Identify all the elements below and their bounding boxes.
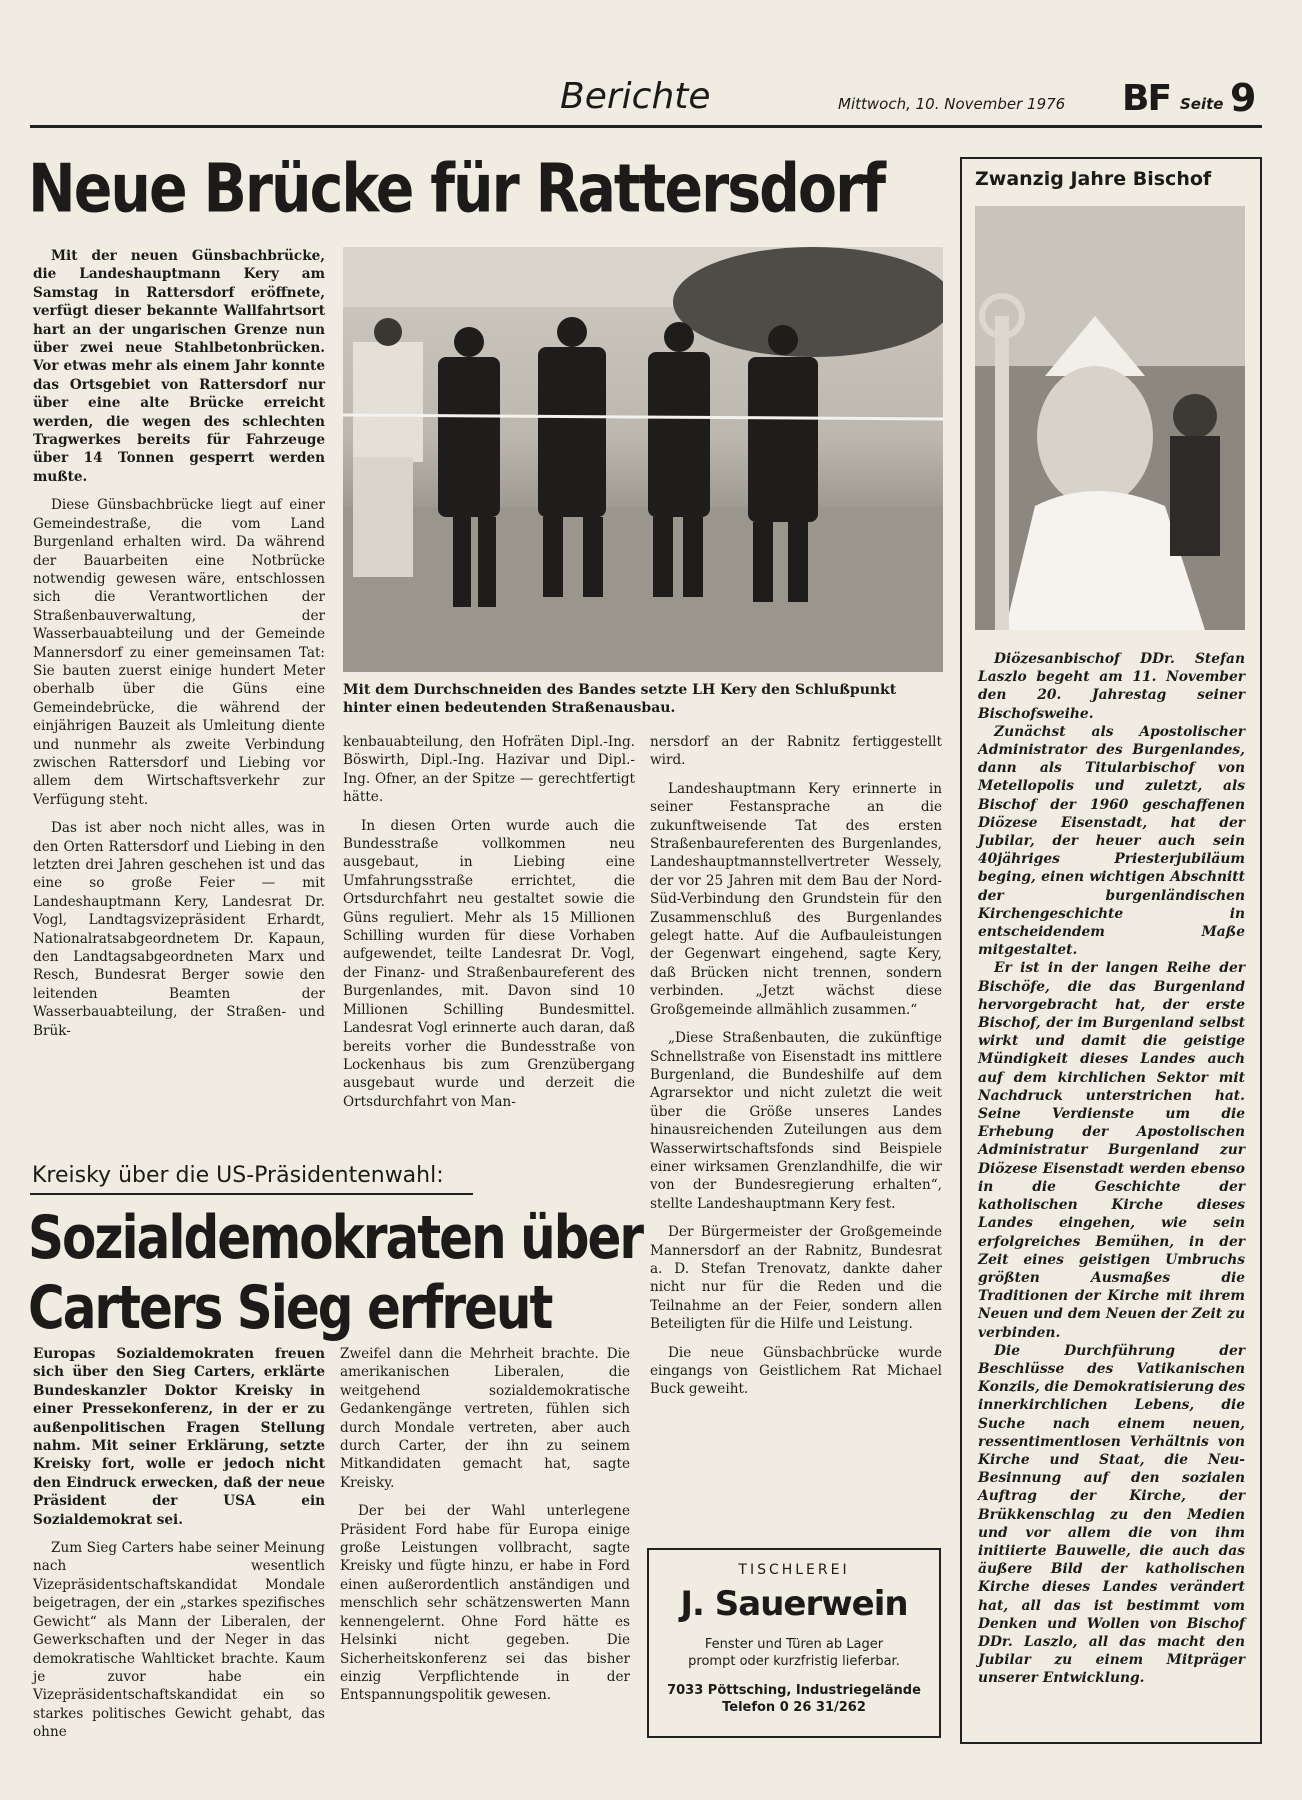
page-label: Seite [1180, 95, 1224, 113]
article2-paragraph: Der bei der Wahl unterlegene Präsident Ford habe für Europa einige große Leistungen vollbracht, sagte Kreisky und fügte hinzu, er habe in Ford einen außerordentlich anständigen und menschlich sehr schätzenswerten Mann kennengelernt. Ohne Ford hätte es Helsinki nicht gegeben. Die Sicherheitskonferenz sei das bisher einzig Verpflichtende in der Entspannungspolitik gewesen. [340, 1503, 630, 1704]
article2-column-1 [33, 1345, 325, 1752]
article2-headline-line1: Sozialdemokraten über [28, 1203, 643, 1273]
sidebar-paragraph: Die Durchführung der Beschlüsse des Vatikanischen Konzils, die Demokratisierung des innerkirchlichen Lebens, die Suche nach einem neuen, ressentimentlosen Verhältnis von Kirche und Staat, die Neu-Besinnung auf den sozialen Auftrag der Kirche, der Brükkenschlag zu den Medien und vor allem die von ihm initiierte Bauwelle, die auch das äußere Bild der katholischen Kirche dieses Landes verändert hat, all das ist bestimmt vom Denken und Wollen von Bischof DDr. Laszlo, all das macht den Jubilar zu einem Mitpräger unserer Entwicklung. [978, 1342, 1245, 1687]
ad-line-2: prompt oder kurzfristig lieferbar. [688, 1654, 900, 1669]
article1-column-2 [343, 733, 635, 1121]
sidebar-paragraph: Er ist in der langen Reihe der Bischöfe, die das Burgenland hervorgebracht hat, der erste Bischof, der im Burgenland selbst wirkt und damit die geistige Mündigkeit dieses Landes auch auf dem kirchlichen Sektor mit Nachdruck unterstrichen hat. Seine Verdienste um die Erhebung der Apostolischen Administratur Burgenland zur Diözese Eisenstadt werden ebenso in die Geschichte der katholischen Kirche dieses Landes eingehen, wie sein erfolgreiches Bemühen, in der Zeit eines geistigen Umbruchs größten Ausmaßes die Traditionen der Kirche mit ihrem Neuen und dem Neuen der Zeit zu verbinden. [978, 960, 1245, 1341]
photo-caption: Mit dem Durchschneiden des Bandes setzte LH Kery den Schlußpunkt hinter einen bedeutenden Straßenausbau. [343, 682, 897, 716]
article1-column-3 [650, 733, 942, 1409]
article1-column-1 [33, 247, 325, 1050]
article1-paragraph: Diese Günsbachbrücke liegt auf einer Gemeindestraße, die vom Land Burgenland erhalten wird. Da während der Bauarbeiten eine Notbrücke notwendig gewesen wäre, entschlossen sich die Verantwortlichen der Straßenbauverwaltung, der Wasserbauabteilung und der Gemeinde Mannersdorf zu einer gemeinsamen Tat: Sie bauten zuerst einige hundert Meter oberhalb über die Güns eine Gemeindebrücke, die während der einjährigen Bauzeit als Umleitung diente und nunmehr als zweite Verbindung zwischen Rattersdorf und Liebing vor allem dem Wirtschaftsverkehr zur Verfügung steht. [33, 497, 325, 808]
article1-paragraph: Der Bürgermeister der Großgemeinde Mannersdorf an der Rabnitz, Bundesrat a. D. Stefan Trenovatz, dankte daher nicht nur für die Reden und die Teilnahme an der Feier, sondern allen Beteiligten für die Hilfe und Leistung. [650, 1224, 942, 1333]
section-title: Berichte [560, 76, 711, 117]
article1-paragraph: „Diese Straßenbauten, die zukünftige Schnellstraße von Eisenstadt ins mittlere Burgenland, die Bundeshilfe auf dem Agrarsektor und nicht zuletzt die weit über die Größe unseres Landes hinausreichenden Zuteilungen aus dem Wasserwirtschaftsfonds sind Beispiele einer wirksamen Grenzlandhilfe, die wir von der Bundesregierung erhalten“, stellte Landeshauptmann Kery fest. [650, 1030, 942, 1212]
article2-paragraph: Zweifel dann die Mehrheit brachte. Die amerikanischen Liberalen, die weitgehend sozialdemokratische Gedankengänge vertreten, fühlen sich durch Mondale vertreten, aber auch durch Carter, der ihn zu seinem Mitkandidaten gemacht hat, sagte Kreisky. [340, 1346, 630, 1491]
sidebar-paragraph: Zunächst als Apostolischer Administrator des Burgenlandes, dann als Titularbischof von Metellopolis und zuletzt, als Bischof der 1960 geschaffenen Diözese Eisenstadt, hat der Jubilar, der heuer auch sein 40jähriges Priesterjubiläum beging, einen wichtigen Abschnitt der burgenländischen Kirchengeschichte in entscheidendem Maße mitgestaltet. [978, 723, 1245, 959]
article1-paragraph: Das ist aber noch nicht alles, was in den Orten Rattersdorf und Liebing in den letzten drei Jahren geschehen ist und das eine so große Feier — mit Landeshauptmann Kery, Landesrat Dr. Vogl, Landtagsvizepräsident Erhardt, Nationalratsabgeordnetem Dr. Kapaun, den Landtagsabgeordneten Marx und Resch, Bundesrat Berger sowie den leitenden Beamten der Wasserbauabteilung, der Straßen- und Brük- [33, 820, 325, 1039]
article1-paragraph: kenbauabteilung, den Hofräten Dipl.-Ing. Böswirth, Dipl.-Ing. Hazivar und Dipl.-Ing. Ofner, an der Spitze — gerechtfertigt hätte. [343, 734, 635, 806]
bishop-photo [975, 206, 1245, 630]
article1-paragraph: Die neue Günsbachbrücke wurde eingangs von Geistlichem Rat Michael Buck geweiht. [650, 1344, 942, 1398]
article2-lead: Europas Sozialdemokraten freuen sich über den Sieg Carters, erklärte Bundeskanzler Doktor Kreisky in einer Pressekonferenz, in der er zu außenpolitischen Fragen Stellung nahm. Mit seiner Erklärung, setzte Kreisky fort, wolle er jedoch nicht den Eindruck erwecken, daß der neue Präsident der USA ein Sozialdemokrat sei. [33, 1346, 325, 1528]
ad-line-1: Fenster und Türen ab Lager [704, 1637, 884, 1652]
page-number: 9 [1230, 76, 1257, 120]
ad-address: 7033 Pöttsching, Industriegelände [667, 1683, 921, 1698]
bishop-illustration [975, 206, 1245, 630]
ribbon-cutting-photo [343, 247, 943, 672]
issue-date: Mittwoch, 10. November 1976 [838, 95, 1066, 113]
article2-kicker: Kreisky über die US-Präsidentenwahl: [32, 1163, 444, 1188]
ribbon-cutting-illustration [343, 247, 943, 672]
ad-category: TISCHLEREI [738, 1562, 850, 1578]
article1-headline: Neue Brücke für Rattersdorf [28, 150, 884, 228]
newspaper-logo: BF [1122, 78, 1171, 119]
article2-column-2 [340, 1345, 630, 1715]
article1-paragraph: nersdorf an der Rabnitz fertiggestellt wird. [650, 734, 942, 769]
article1-lead: Mit der neuen Günsbachbrücke, die Landeshauptmann Kery am Samstag in Rattersdorf eröffnete, verfügt dieser bekannte Wallfahrtsort hart an der ungarischen Grenze nun über zwei neue Stahlbetonbrücken. Vor etwas mehr als einem Jahr konnte das Ortsgebiet von Rattersdorf nur über eine alte Brücke erreicht werden, die wegen des schlechten Tragwerkes bereits für Fahrzeuge über 14 Tonnen gesperrt werden mußte. [33, 248, 325, 485]
ad-company-name: J. Sauerwein [680, 1584, 908, 1624]
sidebar-text [978, 650, 1245, 1688]
ad-phone: Telefon 0 26 31/262 [722, 1700, 866, 1715]
article2-headline [28, 1203, 668, 1342]
sidebar-title: Zwanzig Jahre Bischof [975, 168, 1212, 190]
sidebar-paragraph: Diözesanbischof DDr. Stefan Laszlo begeht am 11. November den 20. Jahrestag seiner Bischofsweihe. [978, 651, 1245, 722]
kicker-rule [30, 1193, 473, 1195]
advertisement-tischlerei [647, 1548, 941, 1738]
header-rule [30, 125, 1262, 128]
article2-paragraph: Zum Sieg Carters habe seiner Meinung nach wesentlich Vizepräsidentschaftskandidat Mondale beigetragen, der ein „starkes spezifisches Gewicht“ als Mann der Liberalen, der Gewerkschaften und der Neger in das demokratische Wahlticket brachte. Kaum je zuvor habe ein Vizepräsidentschaftskandidat ein so starkes politisches Gewicht gehabt, das ohne [33, 1540, 325, 1741]
article2-headline-line2: Carters Sieg erfreut [28, 1272, 552, 1343]
article1-paragraph: Landeshauptmann Kery erinnerte in seiner Festansprache an die zukunftweisende Tat des ersten Straßenbaureferenten des Burgenlandes, Landeshauptmannstellvertreter Wessely, der vor 25 Jahren mit dem Bau der Nord-Süd-Verbindung den Grundstein für den Zusammenschluß des Burgenlandes gelegt hatte. Auf die Aufbauleistungen der Gegenwart eingehend, sagte Kery, daß Brücken nicht trennen, sondern verbinden. „Jetzt wächst diese Großgemeinde allmählich zusammen.“ [650, 780, 942, 1018]
article1-paragraph: In diesen Orten wurde auch die Bundesstraße vollkommen neu ausgebaut, in Liebing eine Umfahrungsstraße errichtet, die Ortsdurchfahrt neu gestaltet sowie die Güns reguliert. Mehr als 15 Millionen Schilling wurden für diese Vorhaben aufgewendet, teilte Landesrat Dr. Vogl, der Finanz- und Straßenbaureferent des Burgenlandes, mit. Davon sind 10 Millionen Schilling Bundesmittel. Landesrat Vogl erinnerte auch daran, daß bereits vorher die Bundesstraße von Lockenhaus bis zum Grenzübergang ausgebaut wurde und derzeit die Ortsdurchfahrt von Man- [343, 817, 635, 1110]
